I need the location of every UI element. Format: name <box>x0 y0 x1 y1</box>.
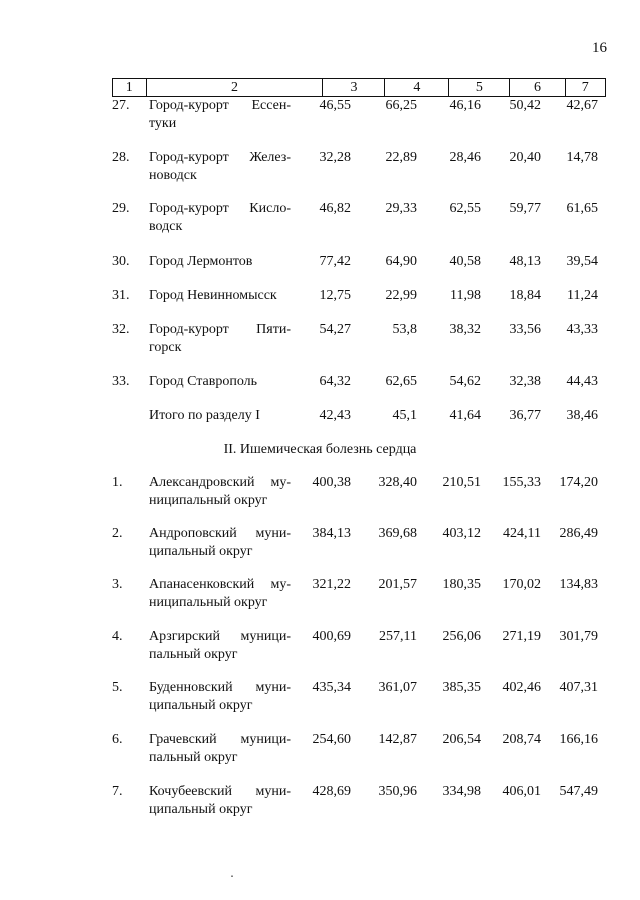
value-col-7: 407,31 <box>559 680 598 695</box>
row-name: Александровский му-ниципальный округ <box>149 475 291 508</box>
value-col-5: 210,51 <box>442 475 481 490</box>
value-col-6: 59,77 <box>509 201 541 216</box>
value-col-3: 321,22 <box>312 577 351 592</box>
value-col-7: 14,78 <box>566 150 598 165</box>
column-header-3: 3 <box>323 79 385 97</box>
column-header-row <box>113 79 606 97</box>
row-number: 33. <box>112 374 130 389</box>
value-col-5: 180,35 <box>442 577 481 592</box>
row-number: 27. <box>112 98 130 113</box>
value-col-6: 271,19 <box>502 629 541 644</box>
value-col-4: 22,99 <box>385 288 417 303</box>
row-number: 4. <box>112 629 123 644</box>
column-header-4: 4 <box>385 79 449 97</box>
value-col-7: 39,54 <box>566 254 598 269</box>
value-col-5: 256,06 <box>442 629 481 644</box>
row-name: Апанасенковский му-ниципальный округ <box>149 577 291 610</box>
value-col-6: 32,38 <box>509 374 541 389</box>
value-col-5: 28,46 <box>449 150 481 165</box>
row-number: 28. <box>112 150 130 165</box>
row-name: Город Лермонтов <box>149 254 253 269</box>
row-name: Город-курорт Ессен-туки <box>149 98 291 131</box>
value-col-4: 53,8 <box>392 322 417 337</box>
value-col-5: 41,64 <box>449 408 481 423</box>
value-col-7: 286,49 <box>559 526 598 541</box>
scan-speck: ․ <box>230 866 235 880</box>
value-col-6: 406,01 <box>502 784 541 799</box>
value-col-7: 43,33 <box>566 322 598 337</box>
value-col-7: 42,67 <box>566 98 598 113</box>
value-col-6: 424,11 <box>503 526 541 541</box>
row-number: 6. <box>112 732 123 747</box>
value-col-3: 77,42 <box>319 254 351 269</box>
value-col-6: 33,56 <box>509 322 541 337</box>
value-col-7: 174,20 <box>559 475 598 490</box>
value-col-4: 369,68 <box>378 526 417 541</box>
value-col-7: 11,24 <box>567 288 598 303</box>
row-name: Город-курорт Пяти-горск <box>149 322 291 355</box>
row-number: 7. <box>112 784 123 799</box>
value-col-5: 334,98 <box>442 784 481 799</box>
column-header-1: 1 <box>113 79 147 97</box>
value-col-3: 12,75 <box>319 288 351 303</box>
value-col-3: 54,27 <box>319 322 351 337</box>
column-header-table <box>112 78 606 97</box>
row-number: 29. <box>112 201 130 216</box>
value-col-7: 38,46 <box>566 408 598 423</box>
row-number: 2. <box>112 526 123 541</box>
row-number: 32. <box>112 322 130 337</box>
value-col-3: 46,82 <box>319 201 351 216</box>
row-number: 3. <box>112 577 123 592</box>
section-title: II. Ишемическая болезнь сердца <box>223 442 417 457</box>
row-name: Город-курорт Кисло-водск <box>149 201 291 234</box>
value-col-3: 384,13 <box>312 526 351 541</box>
value-col-5: 403,12 <box>442 526 481 541</box>
value-col-6: 36,77 <box>509 408 541 423</box>
value-col-5: 385,35 <box>442 680 481 695</box>
value-col-5: 62,55 <box>449 201 481 216</box>
column-header-6: 6 <box>510 79 565 97</box>
column-header-2: 2 <box>146 79 323 97</box>
value-col-4: 64,90 <box>385 254 417 269</box>
row-name: Андроповский муни-ципальный округ <box>149 526 291 559</box>
value-col-7: 166,16 <box>559 732 598 747</box>
row-name: Город Невинномысск <box>149 288 277 303</box>
value-col-3: 435,34 <box>312 680 351 695</box>
value-col-6: 170,02 <box>502 577 541 592</box>
row-name: Арзгирский муници-пальный округ <box>149 629 291 662</box>
row-number: 1. <box>112 475 123 490</box>
row-name: Город Ставрополь <box>149 374 258 389</box>
row-name: Итого по разделу I <box>149 408 260 423</box>
value-col-5: 206,54 <box>442 732 481 747</box>
value-col-3: 64,32 <box>319 374 351 389</box>
value-col-5: 40,58 <box>449 254 481 269</box>
value-col-6: 20,40 <box>509 150 541 165</box>
value-col-7: 61,65 <box>566 201 598 216</box>
value-col-4: 45,1 <box>392 408 417 423</box>
value-col-4: 142,87 <box>378 732 417 747</box>
value-col-7: 44,43 <box>566 374 598 389</box>
row-name: Грачевский муници-пальный округ <box>149 732 291 765</box>
value-col-4: 29,33 <box>385 201 417 216</box>
row-number: 30. <box>112 254 130 269</box>
value-col-3: 42,43 <box>319 408 351 423</box>
row-name: Город-курорт Желез-новодск <box>149 150 291 183</box>
value-col-5: 11,98 <box>450 288 481 303</box>
value-col-7: 547,49 <box>559 784 598 799</box>
value-col-7: 301,79 <box>559 629 598 644</box>
value-col-6: 50,42 <box>509 98 541 113</box>
row-number: 5. <box>112 680 123 695</box>
value-col-3: 400,69 <box>312 629 351 644</box>
value-col-4: 328,40 <box>378 475 417 490</box>
row-number: 31. <box>112 288 130 303</box>
value-col-4: 66,25 <box>385 98 417 113</box>
value-col-5: 54,62 <box>449 374 481 389</box>
value-col-3: 428,69 <box>312 784 351 799</box>
value-col-4: 361,07 <box>378 680 417 695</box>
value-col-6: 18,84 <box>509 288 541 303</box>
value-col-6: 155,33 <box>502 475 541 490</box>
value-col-4: 62,65 <box>385 374 417 389</box>
value-col-7: 134,83 <box>559 577 598 592</box>
value-col-4: 350,96 <box>378 784 417 799</box>
value-col-3: 400,38 <box>312 475 351 490</box>
value-col-5: 46,16 <box>449 98 481 113</box>
row-name: Буденновский муни-ципальный округ <box>149 680 291 713</box>
column-header-5: 5 <box>449 79 510 97</box>
column-header-7: 7 <box>565 79 605 97</box>
value-col-4: 22,89 <box>385 150 417 165</box>
page-number: 16 <box>592 40 607 56</box>
value-col-3: 32,28 <box>319 150 351 165</box>
value-col-4: 257,11 <box>379 629 417 644</box>
value-col-6: 208,74 <box>502 732 541 747</box>
value-col-4: 201,57 <box>378 577 417 592</box>
value-col-6: 48,13 <box>509 254 541 269</box>
value-col-3: 254,60 <box>312 732 351 747</box>
row-name: Кочубеевский муни-ципальный округ <box>149 784 291 817</box>
value-col-3: 46,55 <box>319 98 351 113</box>
value-col-5: 38,32 <box>449 322 481 337</box>
value-col-6: 402,46 <box>502 680 541 695</box>
